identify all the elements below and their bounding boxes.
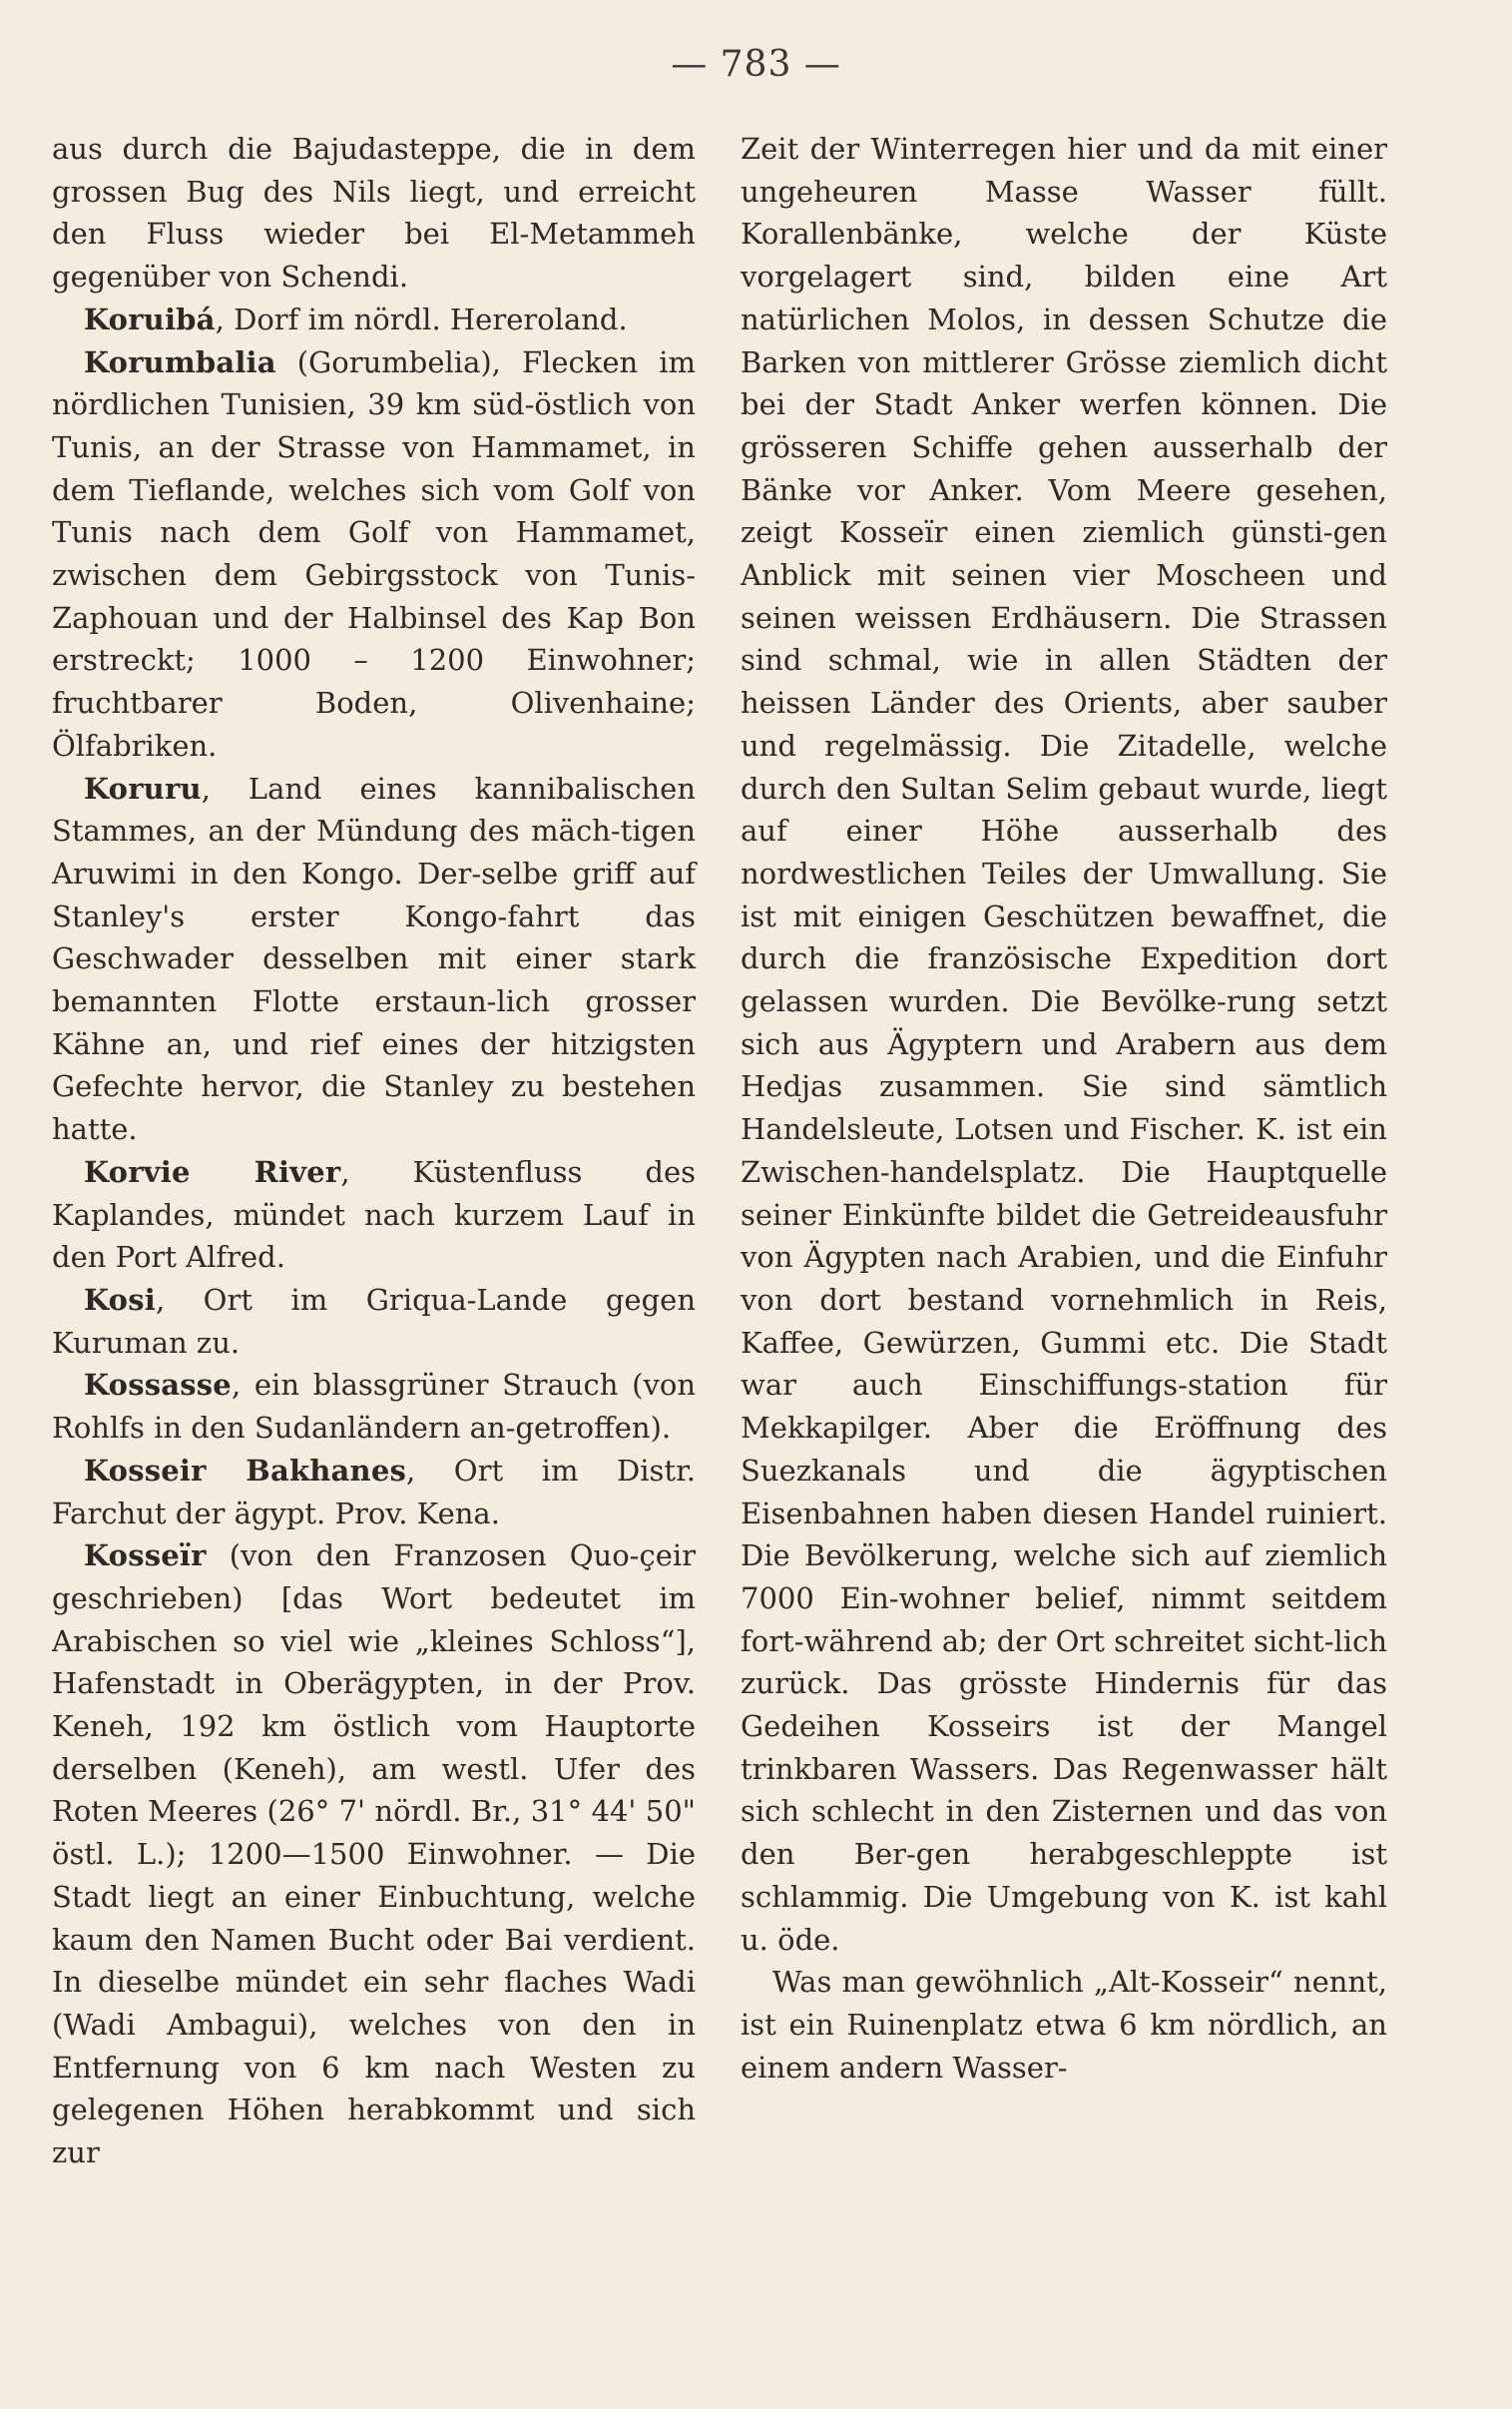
- entry-lemma: Koruibá: [83, 301, 216, 336]
- entry-text: (von den Franzosen Quo-çeir geschrieben) [das Wort bedeutet im Arabischen so viel wie „kleines Schloss“], Hafenstadt in Oberägypten, in der Prov. Keneh, 192 km östlich vom Hauptorte derselben (Keneh), am westl. Ufer des Roten Meeres (26° 7' nördl. Br., 31° 44' 50" östl. L.); 1200—1500 Einwohner. — Die Stadt liegt an einer Einbuchtung, welche kaum den Namen Bucht oder Bai verdient. In dieselbe mündet ein sehr flaches Wadi (Wadi Ambagui), welches von den in Entfernung von 6 km nach Westen zu gelegenen Höhen herabkommt und sich zur: [52, 1538, 696, 2170]
- entry-lemma: Koruru: [83, 771, 202, 806]
- entry-lemma: Korvie River: [83, 1154, 341, 1189]
- dictionary-entry: [741, 1961, 1387, 2089]
- dictionary-entry: [52, 768, 696, 1151]
- dictionary-entry: [52, 1450, 696, 1534]
- entry-text: , Land eines kannibalischen Stammes, an der Mündung des mäch-tigen Aruwimi in den Kongo. Der-selbe griff auf Stanley's erster Kongo-fahrt das Geschwader desselben mit einer stark bemannten Flotte erstaun-lich grosser Kähne an, und rief eines der hitzigsten Gefechte hervor, die Stanley zu bestehen hatte.: [52, 771, 696, 1147]
- right-column: [741, 128, 1387, 2089]
- entry-lemma: Kosi: [83, 1282, 156, 1317]
- page-number: — 783 —: [671, 44, 841, 85]
- dictionary-entry: [52, 128, 696, 299]
- dictionary-entry: [52, 1279, 696, 1364]
- entry-text: , Dorf im nördl. Hereroland.: [215, 301, 628, 336]
- entry-text: , Ort im Griqua-Lande gegen Kuruman zu.: [52, 1282, 696, 1360]
- dictionary-entry: [52, 1364, 696, 1449]
- entry-text: Zeit der Winterregen hier und da mit einer ungeheuren Masse Wasser füllt. Korallenbänke, welche der Küste vorgelagert sind, bilden eine Art natürlichen Molos, in dessen Schutze die Barken von mittlerer Grösse ziemlich dicht bei der Stadt Anker werfen können. Die grösseren Schiffe gehen ausserhalb der Bänke vor Anker. Vom Meere gesehen, zeigt Kosseïr einen ziemlich günsti-gen Anblick mit seinen vier Moscheen und seinen weissen Erdhäusern. Die Strassen sind schmal, wie in allen Städten der heissen Länder des Orients, aber sauber und regelmässig. Die Zitadelle, welche durch den Sultan Selim gebaut wurde, liegt auf einer Höhe ausserhalb des nordwestlichen Teiles der Umwallung. Sie ist mit einigen Geschützen bewaffnet, die durch die französische Expedition dort gelassen wurden. Die Bevölke-rung setzt sich aus Ägyptern und Arabern aus dem Hedjas zusammen. Sie sind sämtlich Handelsleute, Lotsen und Fischer. K. ist ein Zwischen-handelsplatz. Die Hauptquelle seiner Einkünfte bildet die Getreideausfuhr von Ägypten nach Arabien, und die Einfuhr von dort bestand vornehmlich in Reis, Kaffee, Gewürzen, Gummi etc. Die Stadt war auch Einschiffungs-station für Mekkapilger. Aber die Eröffnung des Suezkanals und die ägyptischen Eisenbahnen haben diesen Handel ruiniert. Die Bevölkerung, welche sich auf ziemlich 7000 Ein-wohner belief, nimmt seitdem fort-während ab; der Ort schreitet sicht-lich zurück. Das grösste Hindernis für das Gedeihen Kosseirs ist der Mangel trinkbaren Wassers. Das Regenwasser hält sich schlecht in den Zisternen und das von den Ber-gen herabgeschleppte ist schlammig. Die Umgebung von K. ist kahl u. öde.: [741, 132, 1387, 1957]
- dictionary-entry: [52, 1534, 696, 2174]
- entry-text: , Ort im Distr. Farchut der ägypt. Prov. Kena.: [52, 1453, 696, 1530]
- entry-text: aus durch die Bajudasteppe, die in dem grossen Bug des Nils liegt, und erreicht den Fluss wieder bei El-Metammeh gegenüber von Schendi.: [52, 132, 696, 295]
- entry-lemma: Korumbalia: [83, 344, 276, 379]
- entry-text: (Gorumbelia), Flecken im nördlichen Tunisien, 39 km süd-östlich von Tunis, an der Strasse von Hammamet, in dem Tieflande, welches sich vom Golf von Tunis nach dem Golf von Hammamet, zwischen dem Gebirgsstock von Tunis-Zaphouan und der Halbinsel des Kap Bon erstreckt; 1000 – 1200 Einwohner; fruchtbarer Boden, Olivenhaine; Ölfabriken.: [52, 344, 696, 763]
- left-column: [52, 128, 696, 2174]
- entry-text: Was man gewöhnlich „Alt-Kosseir“ nennt, ist ein Ruinenplatz etwa 6 km nördlich, an einem andern Wasser-: [741, 1965, 1387, 2085]
- entry-lemma: Kosseir Bakhanes: [83, 1453, 406, 1488]
- entry-lemma: Kossasse: [83, 1368, 232, 1403]
- entry-text: , ein blassgrüner Strauch (von Rohlfs in den Sudanländern an-getroffen).: [52, 1368, 696, 1446]
- dictionary-entry: [52, 1151, 696, 1279]
- dictionary-entry: [741, 128, 1387, 1961]
- entry-text: , Küstenfluss des Kaplandes, mündet nach kurzem Lauf in den Port Alfred.: [52, 1154, 696, 1275]
- entry-lemma: Kosseïr: [83, 1538, 207, 1573]
- dictionary-entry: [52, 341, 696, 768]
- dictionary-entry: [52, 299, 696, 341]
